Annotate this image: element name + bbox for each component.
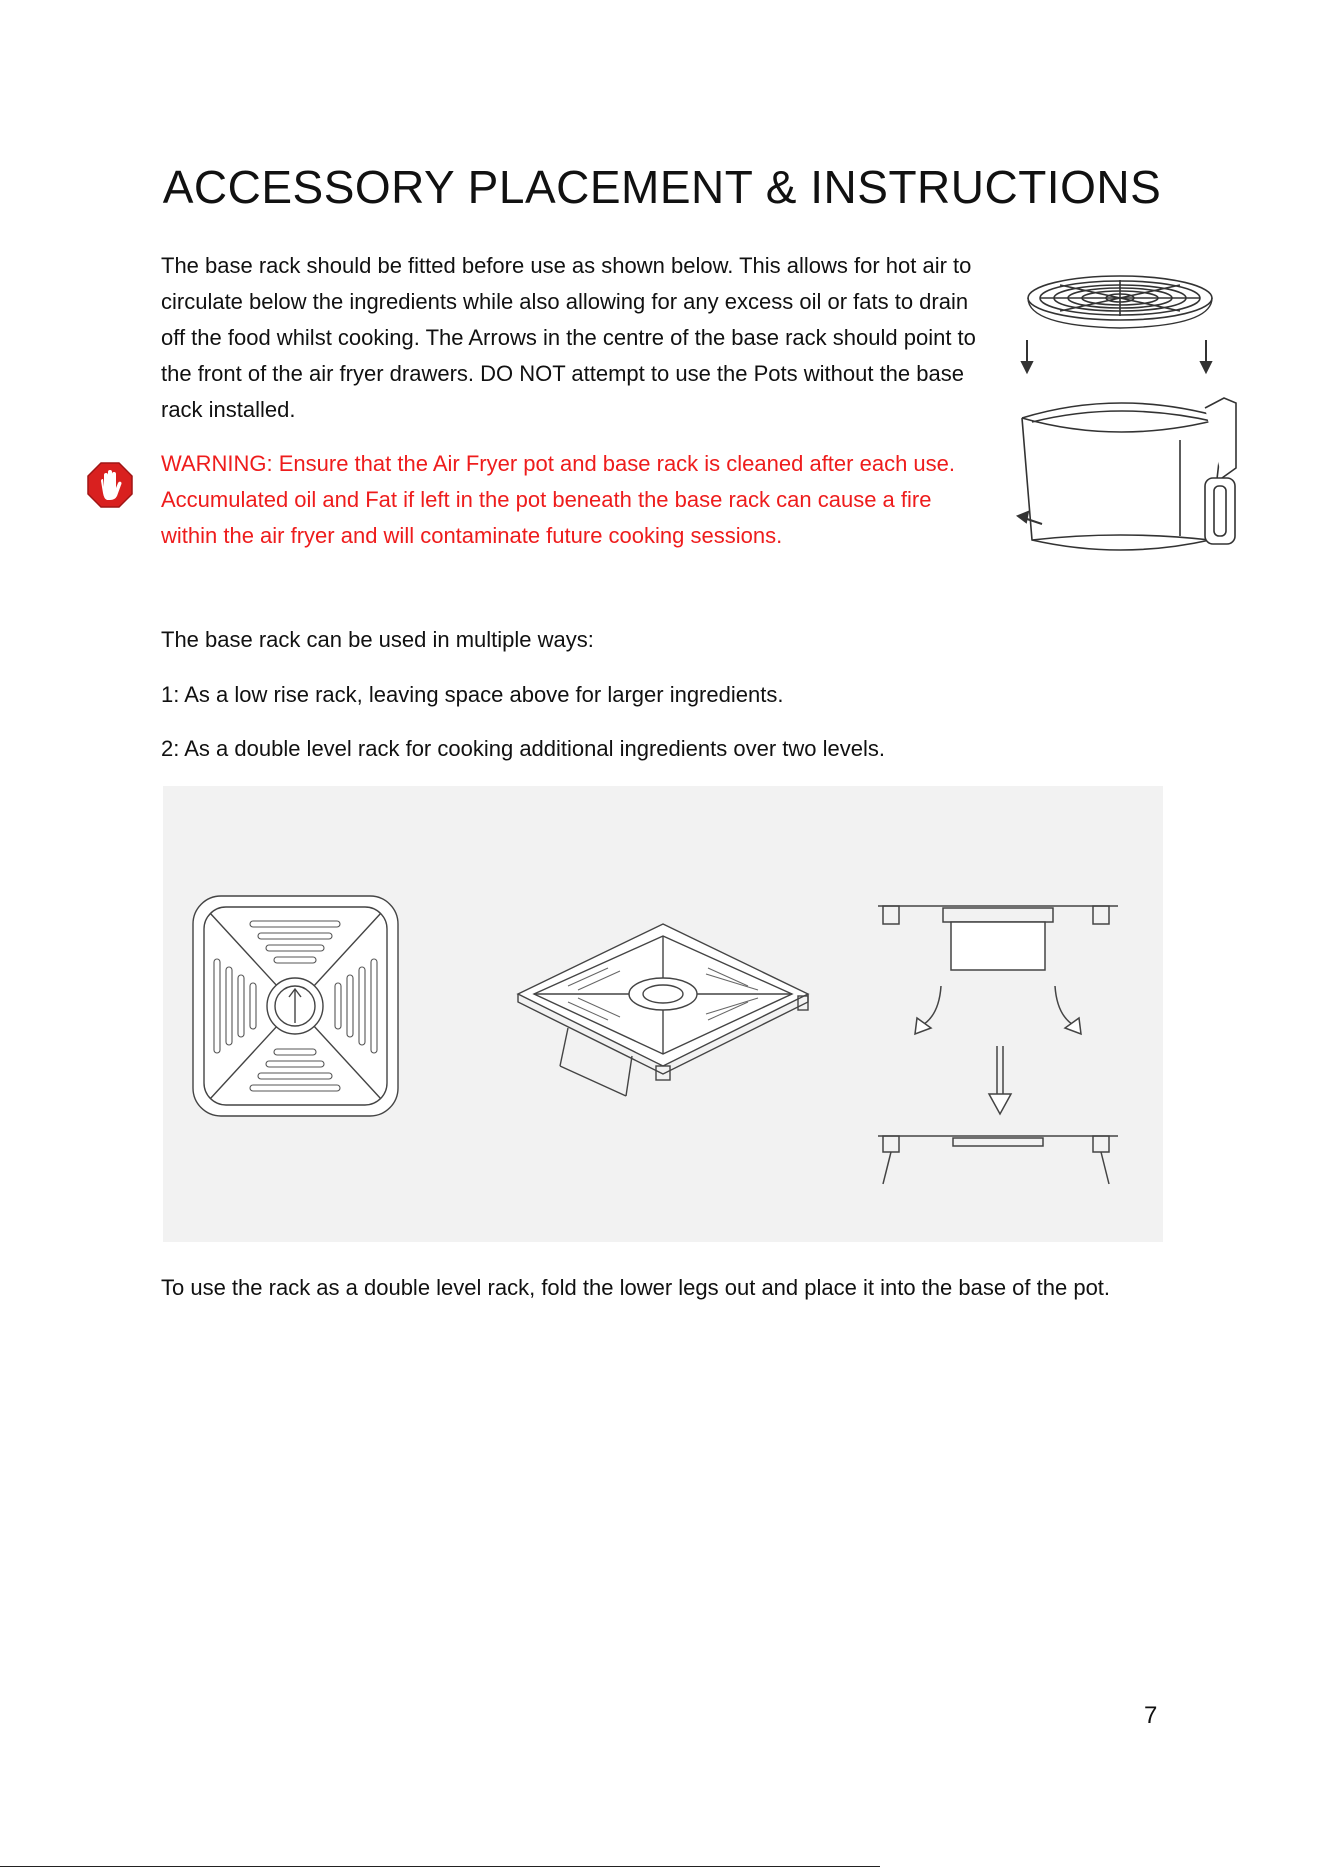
rack-into-pot-illustration bbox=[1010, 268, 1250, 578]
usage-item-double-level: 2: As a double level rack for cooking additional ingredients over two levels. bbox=[161, 736, 885, 761]
rack-figures-panel bbox=[163, 786, 1163, 1242]
rack-perspective-illustration bbox=[508, 916, 818, 1111]
rack-top-view-illustration bbox=[188, 891, 403, 1121]
usage-item-low-rise: 1: As a low rise rack, leaving space above for larger ingredients. bbox=[161, 682, 784, 707]
page-number: 7 bbox=[1144, 1702, 1158, 1729]
usage-heading: The base rack can be used in multiple ways: bbox=[161, 627, 594, 652]
footer-divider bbox=[0, 1866, 880, 1867]
rack-legs-fold-illustration bbox=[873, 886, 1123, 1186]
closing-paragraph: To use the rack as a double level rack, fold the lower legs out and place it into the base of the pot. bbox=[161, 1275, 1111, 1300]
page-title: ACCESSORY PLACEMENT & INSTRUCTIONS bbox=[162, 161, 1162, 213]
stop-hand-icon bbox=[86, 461, 134, 509]
intro-paragraph: The base rack should be fitted before use as shown below. This allows for hot air to circulate below the ingredients while also allowing for any excess oil or fats to drain off the food whilst cooking. The Arrows in the centre of the base rack should point to the front of the air fryer drawers. DO NOT attempt to use the Pots without the base rack installed. bbox=[161, 253, 976, 422]
warning-paragraph: WARNING: Ensure that the Air Fryer pot and base rack is cleaned after each use. Accumulated oil and Fat if left in the pot beneath the base rack can cause a fire within the air fryer and will contaminate future cooking sessions. bbox=[161, 451, 955, 548]
